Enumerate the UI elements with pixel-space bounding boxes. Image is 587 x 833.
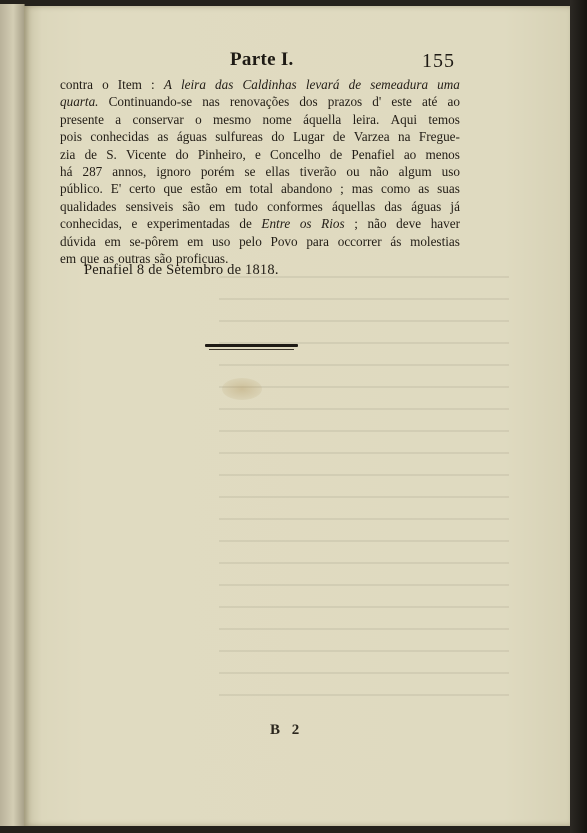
word: há xyxy=(60,164,73,180)
word: 287 xyxy=(82,164,103,180)
word: deve xyxy=(396,216,422,232)
word: em xyxy=(104,233,121,249)
word: zia xyxy=(60,146,76,162)
word: temos xyxy=(428,111,460,127)
word: pelo xyxy=(239,233,262,249)
text-line xyxy=(60,215,460,232)
word: águas xyxy=(176,129,207,145)
section-rule xyxy=(205,344,298,347)
word: ao xyxy=(447,94,460,110)
word: A xyxy=(163,77,172,92)
paper-stain xyxy=(222,378,262,400)
word: este xyxy=(391,94,412,110)
word: sensiveis xyxy=(125,198,174,214)
word: os xyxy=(299,216,312,232)
word: de xyxy=(239,216,252,232)
word: levará xyxy=(305,77,340,92)
word: conhecidas, xyxy=(60,216,122,232)
word: abandono xyxy=(280,181,333,197)
word: mas xyxy=(351,181,374,197)
word: uso xyxy=(212,233,231,249)
text-line xyxy=(60,111,460,128)
word: de xyxy=(332,129,346,145)
word: ás xyxy=(390,233,402,249)
word: tudo xyxy=(234,198,258,214)
word: renovações xyxy=(229,94,290,110)
word: haver xyxy=(430,216,460,232)
word: dúvida xyxy=(60,233,96,249)
word: Varzea xyxy=(353,129,390,145)
word: ellas xyxy=(265,164,290,180)
word: Continuando-se xyxy=(108,94,193,110)
word: porém xyxy=(200,164,235,180)
word: áquellas xyxy=(332,198,376,214)
word: como xyxy=(380,181,411,197)
word: de xyxy=(348,77,362,92)
text-line xyxy=(60,163,460,180)
word: em xyxy=(60,251,77,267)
word: ao xyxy=(403,146,417,162)
word: suas xyxy=(437,181,460,197)
text-line xyxy=(60,76,460,93)
word: conservar xyxy=(132,111,184,127)
word: prazos xyxy=(327,94,363,110)
word: que xyxy=(163,181,183,197)
word: outras xyxy=(118,251,151,267)
word: ; xyxy=(354,216,358,232)
word: do xyxy=(271,129,285,145)
word: conhecidas xyxy=(90,129,149,145)
word: áquella xyxy=(303,111,342,127)
word: se-pôrem xyxy=(129,233,179,249)
word: Item xyxy=(117,77,142,92)
word: se xyxy=(244,164,256,180)
word: Concelho xyxy=(270,146,321,162)
dateline: Penafiel 8 de Setembro de 1818. xyxy=(84,262,279,278)
word: em xyxy=(187,233,204,249)
word: ; xyxy=(340,181,344,197)
word: de xyxy=(84,146,98,162)
word: quarta. xyxy=(60,94,99,110)
word: o xyxy=(195,111,202,127)
show-through-texture xyxy=(219,276,509,706)
word: S. xyxy=(106,146,117,162)
word: semeadura xyxy=(370,77,429,92)
word: do xyxy=(175,146,189,162)
word: o xyxy=(102,77,109,92)
word: não xyxy=(367,216,387,232)
text-line xyxy=(60,146,460,163)
word: das xyxy=(384,198,402,214)
word: nome xyxy=(262,111,292,127)
word: molestias xyxy=(410,233,460,249)
word: ou xyxy=(346,164,360,180)
word: occorrer xyxy=(337,233,382,249)
text-line xyxy=(60,128,460,145)
word: leira. xyxy=(352,111,380,127)
word: público. xyxy=(60,181,103,197)
word: ignoro xyxy=(156,164,191,180)
word: experimentadas xyxy=(146,216,230,232)
word: annos, xyxy=(112,164,147,180)
text-line xyxy=(60,180,460,197)
word: Aqui xyxy=(390,111,418,127)
word: qualidades xyxy=(60,198,117,214)
text-line xyxy=(60,93,460,110)
word: Entre xyxy=(261,216,291,232)
word: Caldinhas xyxy=(242,77,297,92)
word: conformes xyxy=(267,198,323,214)
word: são xyxy=(182,198,200,214)
word: das xyxy=(215,77,234,92)
word: algum xyxy=(398,164,432,180)
word: Fregue- xyxy=(418,129,460,145)
word: águas xyxy=(411,198,442,214)
word: Vicente xyxy=(126,146,167,162)
word: leira xyxy=(181,77,206,92)
word: mesmo xyxy=(213,111,252,127)
word: as xyxy=(157,129,169,145)
left-page-edge xyxy=(0,4,25,826)
word: as xyxy=(103,251,115,267)
word: em xyxy=(225,181,242,197)
word: de xyxy=(329,146,343,162)
word: na xyxy=(398,129,411,145)
body-paragraph xyxy=(60,76,460,267)
word: e xyxy=(255,146,261,162)
word: tiverão xyxy=(299,164,337,180)
word: estão xyxy=(190,181,218,197)
word: contra xyxy=(60,77,93,92)
word: certo xyxy=(129,181,156,197)
word: Rios xyxy=(321,216,345,232)
word: as xyxy=(418,181,430,197)
word: nas xyxy=(202,94,220,110)
word: presente xyxy=(60,111,104,127)
word: Lugar xyxy=(292,129,325,145)
word: proficuas. xyxy=(176,251,229,267)
text-line xyxy=(60,233,460,250)
word: dos xyxy=(299,94,318,110)
word: não xyxy=(369,164,389,180)
word: total xyxy=(249,181,274,197)
word: d' xyxy=(372,94,382,110)
scan-background-edge xyxy=(570,0,587,833)
word: Povo xyxy=(270,233,298,249)
running-header: Parte I. xyxy=(230,49,294,70)
word: pois xyxy=(60,129,82,145)
word: são xyxy=(154,251,172,267)
word: menos xyxy=(425,146,460,162)
text-line xyxy=(60,198,460,215)
word: E' xyxy=(110,181,122,197)
printer-signature-mark: B 2 xyxy=(270,722,304,738)
word: até xyxy=(422,94,438,110)
word: já xyxy=(450,198,460,214)
word: para xyxy=(306,233,330,249)
word: : xyxy=(151,77,155,92)
word: sulfureas xyxy=(215,129,263,145)
word: uso xyxy=(441,164,460,180)
word: Pinheiro, xyxy=(197,146,246,162)
word: a xyxy=(115,111,122,127)
page-number: 155 xyxy=(422,50,455,72)
word: Penafiel xyxy=(351,146,395,162)
word: uma xyxy=(437,77,460,92)
word: em xyxy=(209,198,226,214)
word: que xyxy=(80,251,100,267)
word: e xyxy=(131,216,138,232)
